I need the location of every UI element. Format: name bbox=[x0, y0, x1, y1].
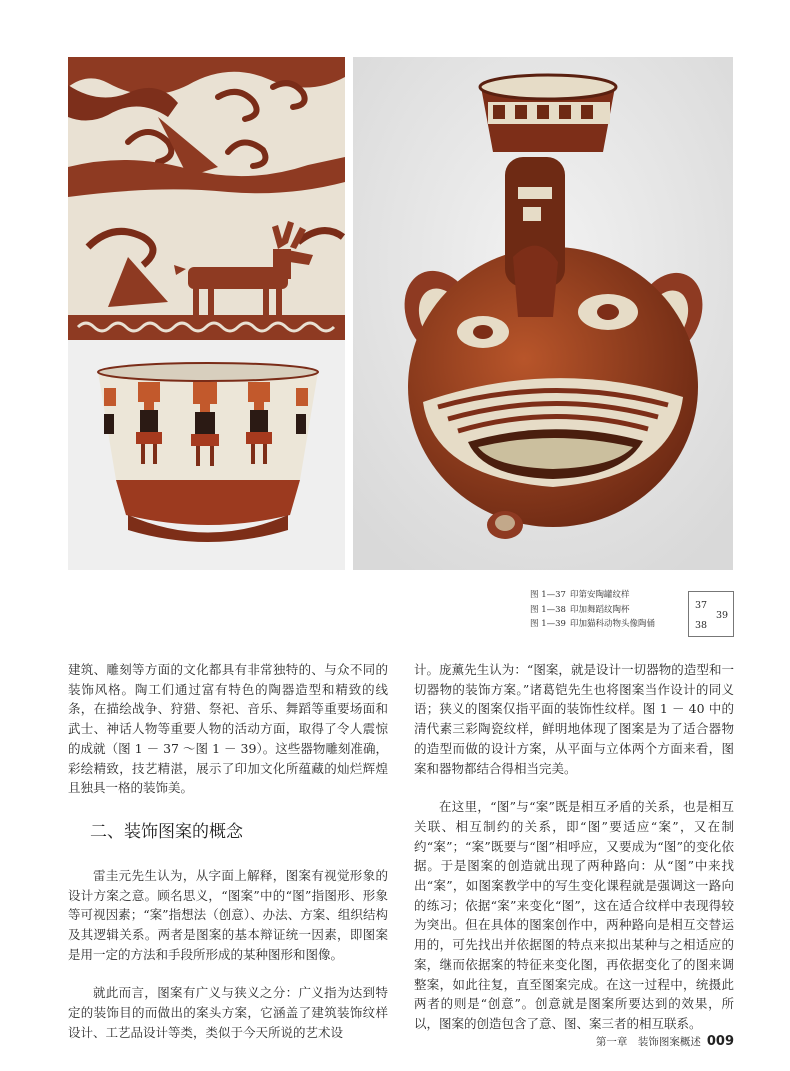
right-text-column bbox=[414, 660, 734, 1034]
figure-index-box: 37 38 39 bbox=[688, 591, 734, 637]
paragraph: 就此而言，图案有广义与狭义之分：广义指为达到特定的装饰目的而做出的案头方案，它涵盖了建筑装饰纹样设计、工艺品设计等类，类似于今天所说的艺术设 bbox=[68, 985, 388, 1040]
figure-captions bbox=[530, 588, 655, 632]
paragraph: 在这里，“图”与“案”既是相互矛盾的关系，也是相互关联、相互制约的关系，即“图”要适应“案”，又在制约“案”；“案”既要与“图”相呼应，又要成为“图”的变化依据。于是图案的创造就出现了两种路向：从“图”中来找出“案”，如图案教学中的写生变化课程就是强调这一路向的练习；依据“案”来变化“图”，这在适合纹样中表现得较为突出。但在具体的图案创作中，两种路向是相互交替运用的，可先找出并依据图的特点来拟出某种与之相适应的案，继而依据案的特征来变化图，再依据变化了的图来调整案，如此往复，直至图案完成。在这一过程中，统摄此两者的则是“创意”。创意就是图案所要达到的效果，所以，图案的创造包含了意、图、案三者的相互联系。 bbox=[414, 799, 734, 1031]
left-text-column bbox=[68, 660, 388, 1043]
section-heading: 二、装饰图案的概念 bbox=[90, 821, 243, 842]
chapter-title: 第一章 装饰图案概述 bbox=[595, 1036, 701, 1048]
paragraph: 计。庞薰先生认为：“图案，就是设计一切器物的造型和一切器物的装饰方案。”诸葛铠先生也将图案当作设计的同义语；狭义的图案仅指平面的装饰性纹样。图 1 － 40 中的清代素三彩陶瓷纹样，鲜明地体现了图案是为了适合器物的造型而做的设计方案，从平面与立体两个方面来看，图案和器物都结合得相当完美。 bbox=[414, 662, 734, 776]
dancing-cup-photo bbox=[68, 340, 345, 570]
paragraph: 雷圭元先生认为，从字面上解释，图案有视觉形象的设计方案之意。顾名思义，“图案”中的“图”指图形、形象等可视因素；“案”指想法（创意）、办法、方案、组织结构及其逻辑关系。两者是图案的基本辩证统一因素，即图案是用一定的方法和手段所形成的某种图形和图像。 bbox=[68, 867, 388, 962]
paragraph: 建筑、雕刻等方面的文化都具有非常独特的、与众不同的装饰风格。陶工们通过富有特色的陶器造型和精致的线条，在描绘战争、狩猎、祭祀、音乐、舞蹈等重要场面和武士、神话人物等重要人物的活动方面，取得了令人震惊的成就（图 1 － 37 ～图 1 － 39）。这些器物雕刻准确，彩绘精致，技艺精湛，展示了印加文化所蕴藏的灿烂辉煌且独具一格的装饰美。 bbox=[68, 662, 388, 796]
caption-1-39: 图 1—39 印加猫科动物头像陶俑 bbox=[530, 619, 656, 629]
caption-1-37: 图 1—37 印第安陶罐纹样 bbox=[530, 590, 630, 600]
deer-pattern-illustration bbox=[68, 57, 345, 340]
figure-1-38-dancing-cup bbox=[68, 340, 345, 570]
page-footer bbox=[596, 1034, 734, 1049]
caption-1-38: 图 1—38 印加舞蹈纹陶杯 bbox=[530, 604, 630, 615]
figure-1-39-feline-figurine bbox=[353, 57, 733, 570]
page-number: 009 bbox=[706, 1034, 734, 1049]
feline-figurine-photo bbox=[353, 57, 733, 570]
figure-1-37-pottery-pattern bbox=[68, 57, 345, 340]
